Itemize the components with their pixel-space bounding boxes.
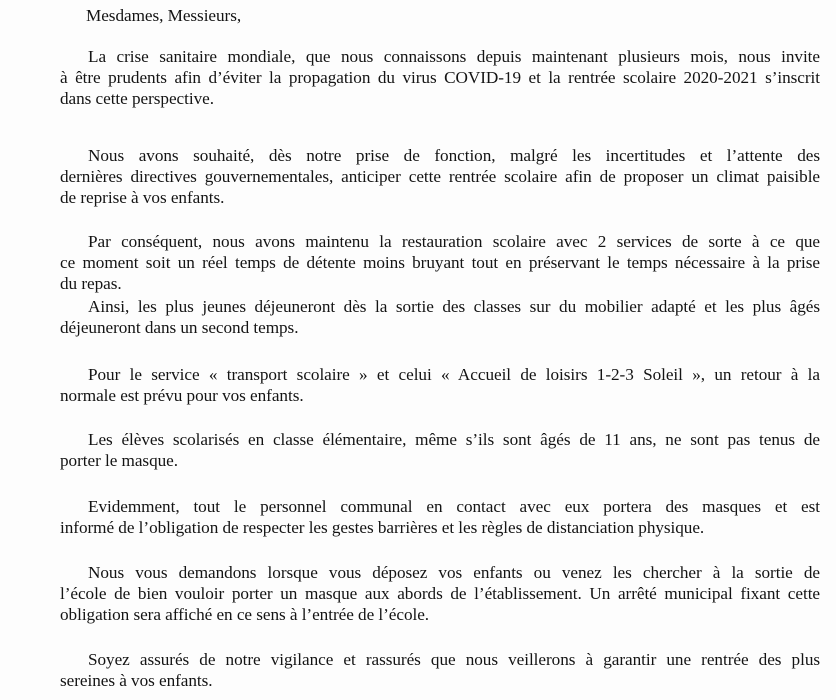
paragraph-line: Nous avons souhaité, dès notre prise de fonction, malgré les incertitudes et l’attente des bbox=[88, 146, 820, 165]
paragraph-line: porter le masque. bbox=[60, 451, 178, 470]
paragraph-line: dernières directives gouvernementales, anticiper cette rentrée scolaire afin de proposer un climat paisible bbox=[60, 167, 820, 186]
paragraph-line: obligation sera affiché en ce sens à l’entrée de l’école. bbox=[60, 605, 430, 624]
paragraph-line: sereines à vos enfants. bbox=[60, 671, 213, 690]
paragraph-line: Par conséquent, nous avons maintenu la restauration scolaire avec 2 services de sorte à ce que bbox=[88, 232, 820, 251]
salutation: Mesdames, Messieurs, bbox=[86, 6, 242, 25]
paragraph-line: l’école de bien vouloir porter un masque aux abords de l’établissement. Un arrêté municipal fixant cette bbox=[60, 584, 820, 603]
paragraph-line: Nous vous demandons lorsque vous déposez vos enfants ou venez les chercher à la sortie de bbox=[88, 563, 820, 582]
paragraph-line: ce moment soit un réel temps de détente moins bruyant tout en préservant le temps nécessaire à la prise bbox=[60, 253, 820, 272]
paragraph-line: informé de l’obligation de respecter les gestes barrières et les règles de distanciation physique. bbox=[60, 518, 705, 537]
paragraph-line: dans cette perspective. bbox=[60, 89, 214, 108]
paragraph-line: Evidemment, tout le personnel communal en contact avec eux portera des masques et est bbox=[88, 497, 820, 516]
paragraph-line: La crise sanitaire mondiale, que nous connaissons depuis maintenant plusieurs mois, nous invite bbox=[88, 47, 820, 66]
paragraph-line: normale est prévu pour vos enfants. bbox=[60, 386, 304, 405]
paragraph-line: Soyez assurés de notre vigilance et rassurés que nous veillerons à garantir une rentrée des plus bbox=[88, 650, 820, 669]
paragraph-line: Les élèves scolarisés en classe élémentaire, même s’ils sont âgés de 11 ans, ne sont pas tenus de bbox=[88, 430, 820, 449]
paragraph-line: Ainsi, les plus jeunes déjeuneront dès la sortie des classes sur du mobilier adapté et les plus âgés bbox=[88, 297, 820, 316]
paragraph-line: Pour le service « transport scolaire » et celui « Accueil de loisirs 1-2-3 Soleil », un retour à la bbox=[88, 365, 820, 384]
paragraph-line: du repas. bbox=[60, 274, 122, 293]
paragraph-line: déjeuneront dans un second temps. bbox=[60, 318, 299, 337]
paragraph-line: de reprise à vos enfants. bbox=[60, 188, 225, 207]
paragraph-line: à être prudents afin d’éviter la propagation du virus COVID-19 et la rentrée scolaire 2020-2021 s’inscrit bbox=[60, 68, 820, 87]
